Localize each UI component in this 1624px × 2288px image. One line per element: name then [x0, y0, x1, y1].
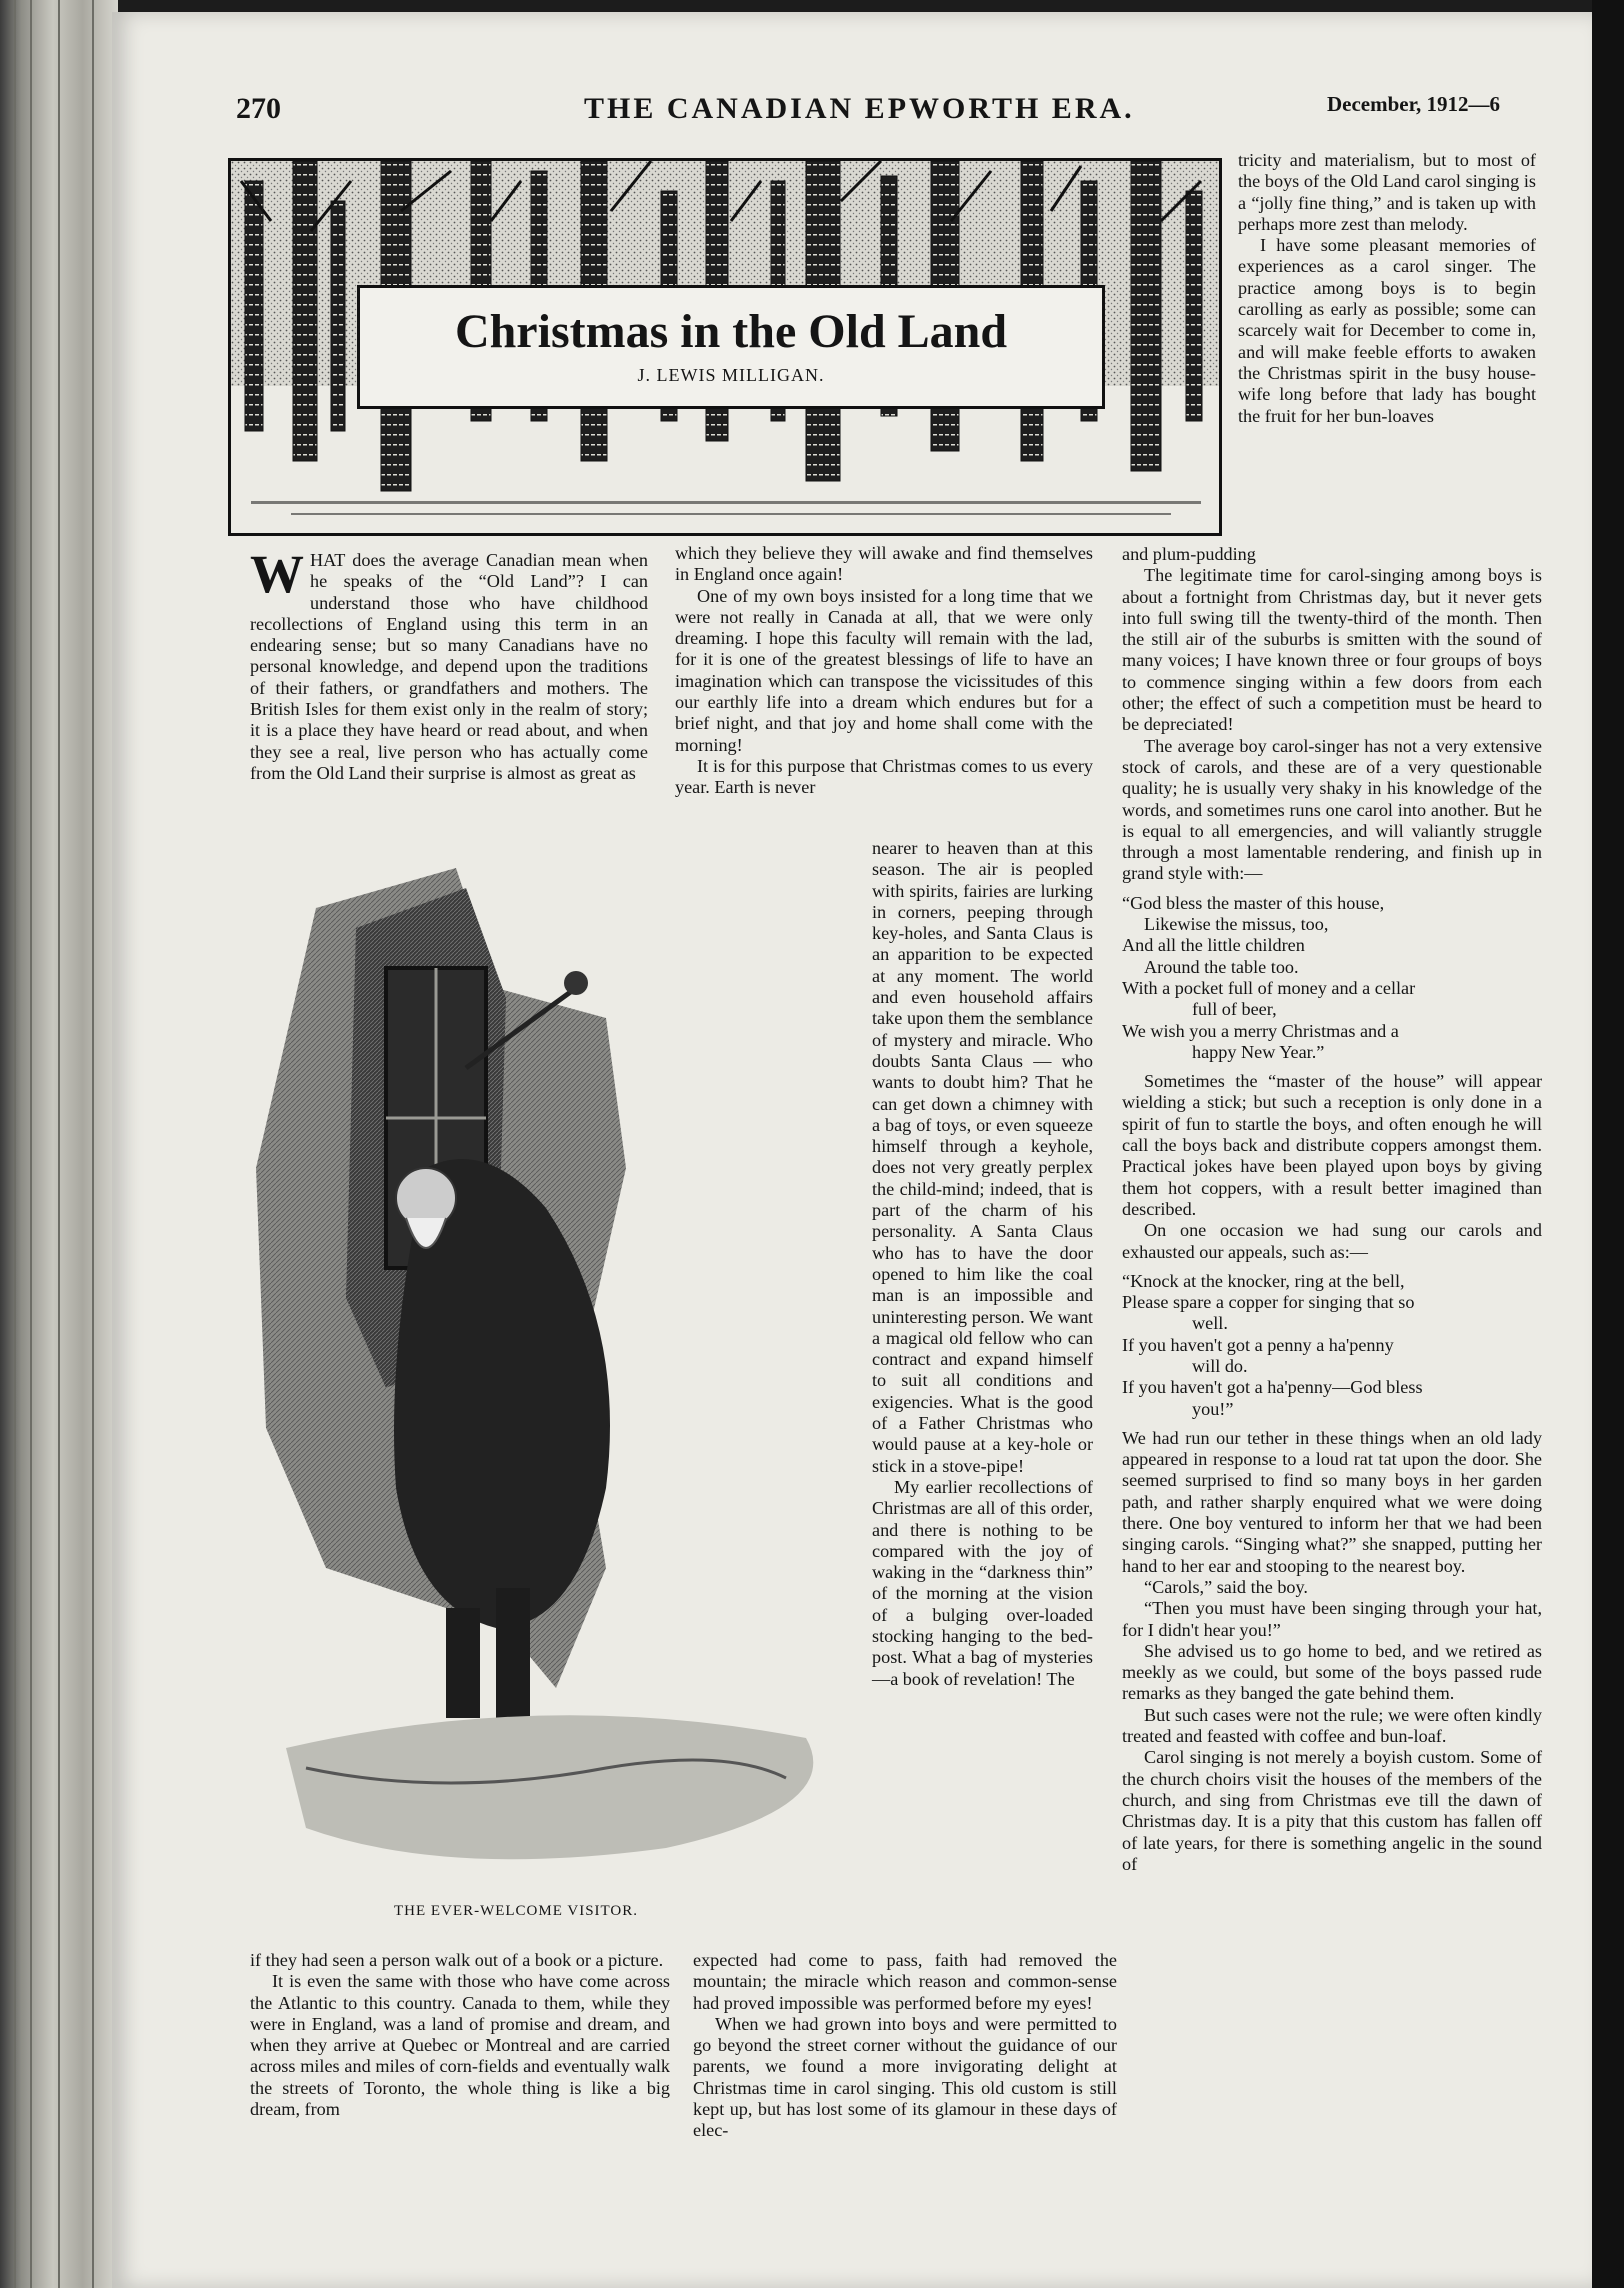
column-2-bottom	[693, 1950, 1117, 2142]
carol-verse-1	[1122, 893, 1542, 1063]
paragraph: It is for this purpose that Christmas comes to us every year. Earth is never	[675, 755, 1093, 798]
paragraph: HAT does the average Canadian mean when he speaks of the “Old Land”? I can understand those who have childhood recollections of England using this term in an endearing sense; but so many Canadians have no personal knowledge, and depend upon the traditions of their fathers, or grandfathers and mothers. The British Isles for them exist only in the realm of story; it is a place they have heard or read about, and when they see a real, live person who has actually come from the Old Land their surprise is almost as great as	[250, 550, 648, 783]
page-edge	[1592, 0, 1624, 2288]
paragraph: if they had seen a person walk out of a book or a picture.	[250, 1950, 664, 1970]
paragraph: On one occasion we had sung our carols and exhausted our appeals, such as:—	[1122, 1220, 1542, 1262]
paragraph: My earlier recollections of Christmas are all of this order, and there is nothing to be compared with the joy of waking in the “darkness thin” of the morning at the vision of a bulging over-loaded stocking hanging to the bed-post. What a bag of mysteries—a book of revelation! The	[872, 1476, 1093, 1689]
column-3	[1122, 544, 1542, 1875]
verse-line: “God bless the master of this house,	[1122, 892, 1385, 913]
column-1-bottom	[250, 1950, 670, 2120]
article-title: Christmas in the Old Land	[454, 305, 1008, 358]
paragraph: One of my own boys insisted for a long time that we were not really in Canada at all, that we were only dreaming. I hope this faculty will remain with the lad, for it is one of the greatest blessings of life to have an imagination which can transpose the vicissitudes of this our earthly life into a dream which endures but for a brief night, and that joy and home shall come with the morning!	[675, 585, 1093, 755]
title-banner	[228, 158, 1222, 536]
article-byline: J. LEWIS MILLIGAN.	[637, 365, 825, 385]
verse-line: With a pocket full of money and a cellar	[1122, 977, 1416, 998]
paragraph: which they believe they will awake and find themselves in England once again!	[675, 543, 1093, 585]
carol-verse-2	[1122, 1271, 1542, 1420]
drop-cap: W	[250, 544, 304, 604]
paragraph: When we had grown into boys and were permitted to go beyond the street corner without the guidance of our parents, we found a more invigorating delight at Christmas time in carol singing. This old custom is still kept up, but has lost some of its glamour in these days of elec-	[693, 2013, 1117, 2141]
paragraph: nearer to heaven than at this season. The air is peopled with spirits, fairies are lurking in corners, peeping through key-holes, and Santa Claus is an apparition to be expected at any moment. The world and even household affairs take upon them the semblance of mystery and miracle. Who doubts Santa Claus — who wants to doubt him? That he can get down a chimney with a bag of toys, or even squeeze himself through a keyhole, does not very greatly perplex the child-mind; indeed, that is part of the charm of his personality. A Santa Claus who has to have the door opened to him like the coal man is an impossible and uninteresting person. We want a magical old fellow who can contract and expand himself to suit all conditions and exigencies. What is the good of a Father Christmas who would pause at a key-hole or stick in a stove-pipe!	[872, 838, 1093, 1476]
verse-line: If you haven't got a ha'penny—God bless	[1122, 1377, 1423, 1398]
verse-line: Please spare a copper for singing that so	[1122, 1292, 1415, 1313]
paragraph: Sometimes the “master of the house” will appear wielding a stick; but such a reception is only done in a spirit of fun to startle the boys, and often enough he will call the boys back and distribute coppers amongst them. Practical jokes have been played upon boys by giving them hot coppers, with a result better imagined than described.	[1122, 1071, 1542, 1219]
paragraph: We had run our tether in these things when an old lady appeared in response to a loud rat tat upon the door. She seemed surprised to find so many boys in her garden path, and rather sharply enquired what we were doing there. One boy ventured to inform her that we had been singing carols. “Singing what?” she snapped, putting her hand to her ear and stooping to the nearest boy.	[1122, 1427, 1542, 1576]
paragraph: But such cases were not the rule; we were often kindly treated and feasted with coffee and bun-loaf.	[1122, 1704, 1542, 1747]
page-number: 270	[236, 92, 281, 125]
journal-title: THE CANADIAN EPWORTH ERA.	[584, 92, 1135, 125]
issue-date: December, 1912—6	[1327, 92, 1501, 116]
santa-claus-illustration	[246, 868, 858, 1898]
verse-line: And all the little children	[1122, 935, 1305, 956]
column-3-narrow	[1238, 150, 1536, 427]
paragraph: Carol singing is not merely a boyish custom. Some of the church choirs visit the houses of the members of the church, and sing from Christmas eve till the dawn of Christmas day. It is a pity that this custom has fallen off of late years, for there is something angelic in the sound of	[1122, 1747, 1542, 1874]
verse-line: will do.	[1192, 1355, 1248, 1376]
verse-line: Around the table too.	[1144, 956, 1299, 977]
verse-line: “Knock at the knocker, ring at the bell,	[1122, 1270, 1405, 1291]
paragraph: “Then you must have been singing through your hat, for I didn't hear you!”	[1122, 1598, 1542, 1640]
verse-line: Likewise the missus, too,	[1144, 914, 1329, 935]
verse-line: If you haven't got a penny a ha'penny	[1122, 1334, 1394, 1355]
paragraph: “Carols,” said the boy.	[1144, 1576, 1308, 1597]
paragraph: tricity and materialism, but to most of the boys of the Old Land carol singing is a “jolly fine thing,” and is taken up with perhaps more zest than melody.	[1238, 150, 1536, 234]
paragraph: The average boy carol-singer has not a very extensive stock of carols, and these are of a very questionable quality; he is usually very shaky in his knowledge of the words, and sometimes runs one carol into another. But he is equal to all emergencies, and will valiantly struggle through a most lamentable rendering, and finish up in grand style with:—	[1122, 735, 1542, 884]
paragraph: I have some pleasant memories of experiences as a carol singer. The practice among boys is to begin carolling as early as possible; some can scarcely wait for December to come in, and will make feeble efforts to awaken the Christmas spirit in the busy house-wife long before that lady has bought the fruit for her bun-loaves	[1238, 235, 1536, 426]
column-2-top	[675, 543, 1093, 799]
verse-line: full of beer,	[1192, 999, 1277, 1020]
title-box	[357, 285, 1105, 409]
paragraph: It is even the same with those who have come across the Atlantic to this country. Canada to them, while they were in England, was a land of promise and dream, and when they arrive at Quebec or Montreal and are carried across miles and miles of corn-fields and eventually walk the streets of Toronto, the whole thing is like a big dream, from	[250, 1971, 670, 2120]
verse-line: We wish you a merry Christmas and a	[1122, 1020, 1399, 1041]
column-1-top	[250, 544, 648, 784]
verse-line: you!”	[1192, 1398, 1234, 1419]
column-2-narrow	[872, 838, 1093, 1690]
verse-line: happy New Year.”	[1192, 1041, 1325, 1062]
paragraph: and plum-pudding	[1122, 544, 1256, 564]
paragraph: The legitimate time for carol-singing among boys is about a fortnight from Christmas day, but it never gets into full swing till the twenty-third of the month. Then the still air of the suburbs is smitten with the sound of many voices; I have known three or four groups of boys to commence singing within a few doors from each other; the effect of such a competition must be heard to be depreciated!	[1122, 565, 1542, 735]
illustration-caption: THE EVER-WELCOME VISITOR.	[394, 1903, 639, 1919]
book-spine	[0, 0, 118, 2288]
verse-line: well.	[1192, 1313, 1228, 1334]
paragraph: She advised us to go home to bed, and we retired as meekly as we could, but some of the boys passed rude remarks as they banged the gate behind them.	[1122, 1640, 1542, 1704]
paragraph: expected had come to pass, faith had removed the mountain; the miracle which reason and common-sense had proved impossible was performed before my eyes!	[693, 1950, 1117, 2013]
